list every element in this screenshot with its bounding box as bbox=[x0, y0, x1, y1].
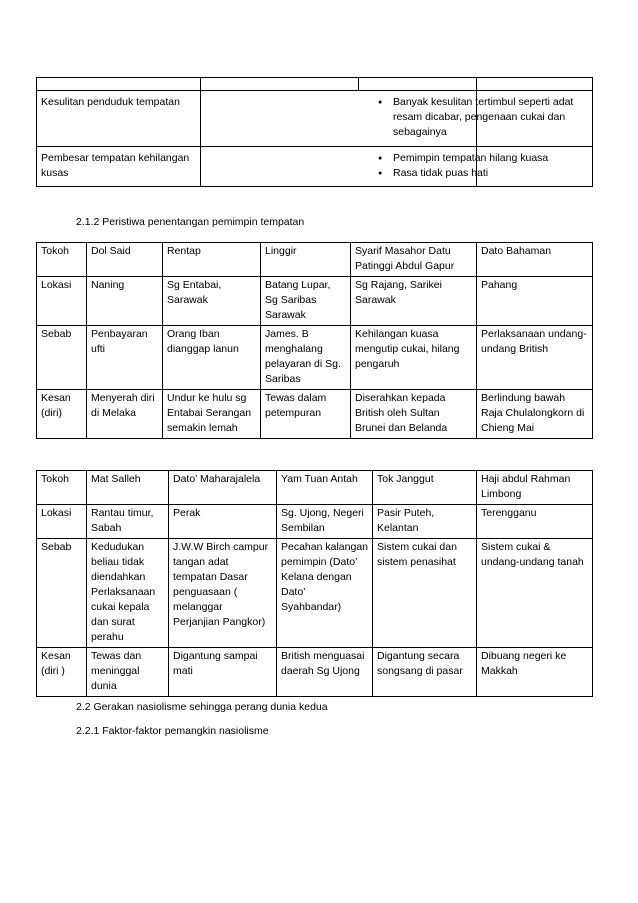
table-cell: Digantung sampai mati bbox=[169, 648, 277, 697]
table-cell: James. B menghalang pelayaran di Sg. Saribas bbox=[261, 326, 351, 390]
table-cell: Digantung secara songsang di pasar bbox=[373, 648, 477, 697]
table-cell: Linggir bbox=[261, 243, 351, 277]
table-row bbox=[37, 390, 593, 439]
table-cell: Sistem cukai dan sistem penasihat bbox=[373, 539, 477, 648]
bullet-item: ● Rasa tidak puas hati bbox=[393, 166, 593, 181]
table-row bbox=[37, 471, 593, 505]
table-cell: Rantau timur, Sabah bbox=[87, 505, 169, 539]
table-cell: Diserahkan kepada British oleh Sultan Brunei dan Belanda bbox=[351, 390, 477, 439]
bullet-item: ● Pemimpin tempatan hilang kuasa bbox=[393, 151, 593, 166]
table-cell: Rentap bbox=[163, 243, 261, 277]
table-cell: Syarif Masahor Datu Patinggi Abdul Gapur bbox=[351, 243, 477, 277]
table-row bbox=[37, 326, 593, 390]
table-cell: Sistem cukai & undang-undang tanah bbox=[477, 539, 593, 648]
row-label-cell: Lokasi bbox=[37, 277, 87, 326]
table-leaders-1 bbox=[36, 242, 593, 439]
table-row bbox=[37, 505, 593, 539]
table-cell: J.W.W Birch campur tangan adat tempatan Dasar penguasaan ( melanggar Perjanjian Pangkor) bbox=[169, 539, 277, 648]
table-cell: Haji abdul Rahman Limbong bbox=[477, 471, 593, 505]
table-cell: Sg Entabai, Sarawak bbox=[163, 277, 261, 326]
table-cell: Sg Rajang, Sarikei Sarawak bbox=[351, 277, 477, 326]
bullet-item: ● Banyak kesulitan tertimbul seperti adat resam dicabar, pengenaan cukai dan sebagainya bbox=[393, 95, 583, 140]
table-cell: British menguasai daerah Sg Ujong bbox=[277, 648, 373, 697]
row-label-cell: Sebab bbox=[37, 326, 87, 390]
row-label-cell: Sebab bbox=[37, 539, 87, 648]
header-cell bbox=[359, 78, 477, 91]
table-cell: Pasir Puteh, Kelantan bbox=[373, 505, 477, 539]
table-cell: Batang Lupar, Sg Saribas Sarawak bbox=[261, 277, 351, 326]
table-cell: Dato Bahaman bbox=[477, 243, 593, 277]
table-cell: Kehilangan kuasa mengutip cukai, hilang pengaruh bbox=[351, 326, 477, 390]
section-heading-2-2: 2.2 Gerakan nasiolisme sehingga perang dunia kedua bbox=[76, 701, 328, 713]
row-label-cell: Tokoh bbox=[37, 471, 87, 505]
table-cell: Terengganu bbox=[477, 505, 593, 539]
table-cell: Menyerah diri di Melaka bbox=[87, 390, 163, 439]
table-cell: Perak bbox=[169, 505, 277, 539]
table-header-row bbox=[37, 78, 593, 91]
bullet-cell bbox=[201, 147, 549, 187]
bullet-list bbox=[373, 95, 583, 140]
table-leaders-2 bbox=[36, 470, 593, 697]
table-cell: Tewas dalam petempuran bbox=[261, 390, 351, 439]
table-cell: Naning bbox=[87, 277, 163, 326]
bullet-list bbox=[373, 151, 593, 181]
table-cell: Orang Iban dianggap lanun bbox=[163, 326, 261, 390]
table-cell: Kedudukan beliau tidak diendahkan Perlaksanaan cukai kepala dan surat perahu bbox=[87, 539, 169, 648]
table-cell: Dato’ Maharajalela bbox=[169, 471, 277, 505]
table-cell: Perlaksanaan undang-undang British bbox=[477, 326, 593, 390]
row-label-cell: Kesan (diri) bbox=[37, 390, 87, 439]
table-cell: Berlindung bawah Raja Chulalongkorn di Chieng Mai bbox=[477, 390, 593, 439]
table-row bbox=[37, 277, 593, 326]
table-cell: Dol Said bbox=[87, 243, 163, 277]
section-heading-2-1-2: 2.1.2 Peristiwa penentangan pemimpin tempatan bbox=[76, 216, 305, 228]
header-cell bbox=[477, 78, 593, 91]
bullet-cell bbox=[201, 91, 574, 147]
table-cell: Kesulitan penduduk tempatan bbox=[37, 91, 201, 147]
table-cell: Pecahan kalangan pemimpin (Dato’ Kelana dengan Dato’ Syahbandar) bbox=[277, 539, 373, 648]
table-row bbox=[37, 539, 593, 648]
table-cell: Undur ke hulu sg Entabai Serangan semakin lemah bbox=[163, 390, 261, 439]
table-cell: Yam Tuan Antah bbox=[277, 471, 373, 505]
table-row bbox=[37, 243, 593, 277]
table-cell: Pahang bbox=[477, 277, 593, 326]
table-cell: Tok Janggut bbox=[373, 471, 477, 505]
header-cell bbox=[201, 78, 359, 91]
table-row bbox=[37, 147, 593, 187]
table-body bbox=[37, 243, 593, 439]
table-cell: Dibuang negeri ke Makkah bbox=[477, 648, 593, 697]
table-consequences bbox=[36, 77, 593, 187]
table-row bbox=[37, 648, 593, 697]
header-cell bbox=[37, 78, 201, 91]
table-cell: Pembesar tempatan kehilangan kusas bbox=[37, 147, 201, 187]
table-cell: Sg. Ujong, Negeri Sembilan bbox=[277, 505, 373, 539]
table-body bbox=[37, 471, 593, 697]
row-label-cell: Lokasi bbox=[37, 505, 87, 539]
table-row bbox=[37, 91, 593, 147]
table-cell: Tewas dan meninggal dunia bbox=[87, 648, 169, 697]
row-label-cell: Tokoh bbox=[37, 243, 87, 277]
table-cell: Penbayaran ufti bbox=[87, 326, 163, 390]
row-label-cell: Kesan (diri ) bbox=[37, 648, 87, 697]
section-heading-2-2-1: 2.2.1 Faktor-faktor pemangkin nasiolisme bbox=[76, 725, 269, 737]
table-cell: Mat Salleh bbox=[87, 471, 169, 505]
